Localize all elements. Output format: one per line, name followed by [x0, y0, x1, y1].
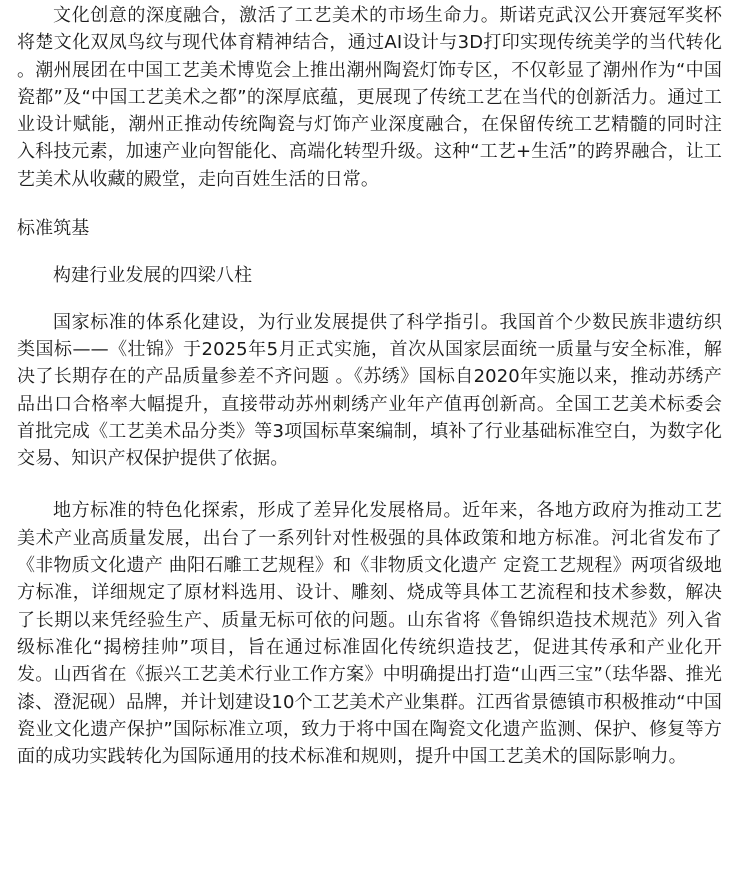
article-body	[17, 2, 722, 770]
paragraph-cultural-creativity: 文化创意的深度融合，激活了工艺美术的市场生命力。斯诺克武汉公开赛冠军奖杯将楚文化双凤鸟纹与现代体育精神结合，通过AI设计与3D打印实现传统美学的当代转化 。潮州展团在中国工艺美术博览会上推出潮州陶瓷灯饰专区，不仅彰显了潮州作为“中国瓷都”及“中国工艺美术之都”的深厚底蕴，更展现了传统工艺在当代的创新活力。通过工业设计赋能，潮州正推动传统陶瓷与灯饰产业深度融合，在保留传统工艺精髓的同时注入科技元素，加速产业向智能化、高端化转型升级。这种“工艺+生活”的跨界融合，让工艺美术从收藏的殿堂，走向百姓生活的日常。	[17, 5, 722, 190]
section-subtitle: 构建行业发展的四梁八柱	[53, 265, 253, 287]
section-heading: 标准筑基	[17, 218, 90, 240]
paragraph-national-standards: 国家标准的体系化建设，为行业发展提供了科学指引。我国首个少数民族非遗纺织类国标——《壮锦》于2025年5月正式实施，首次从国家层面统一质量与安全标准，解决了长期存在的产品质量参差不齐问题 。《苏绣》国标自2020年实施以来，推动苏绣产品出口合格率大幅提升，直接带动苏州刺绣产业年产值再创新高。全国工艺美术标委会首批完成《工艺美术品分类》等3项国标草案编制，填补了行业基础标准空白，为数字化交易、知识产权保护提供了依据。	[17, 311, 722, 470]
paragraph-local-standards: 地方标准的特色化探索，形成了差异化发展格局。近年来，各地方政府为推动工艺美术产业高质量发展，出台了一系列针对性极强的具体政策和地方标准。河北省发布了《非物质文化遗产 曲阳石雕工艺规程》和《非物质文化遗产 定瓷工艺规程》两项省级地方标准，详细规定了原材料选用、设计、雕刻、烧成等具体工艺流程和技术参数，解决了长期以来凭经验生产、质量无标可依的问题。山东省将《鲁锦织造技术规范》列入省级标准化“揭榜挂帅”项目，旨在通过标准固化传统织造技艺，促进其传承和产业化开发。山西省在《振兴工艺美术行业工作方案》中明确提出打造“山西三宝”（珐华器、推光漆、澄泥砚）品牌，并计划建设10个工艺美术产业集群。江西省景德镇市积极推动“中国瓷业文化遗产保护”国际标准立项，致力于将中国在陶瓷文化遗产监测、保护、修复等方面的成功实践转化为国际通用的技术标准和规则，提升中国工艺美术的国际影响力。	[17, 500, 722, 768]
